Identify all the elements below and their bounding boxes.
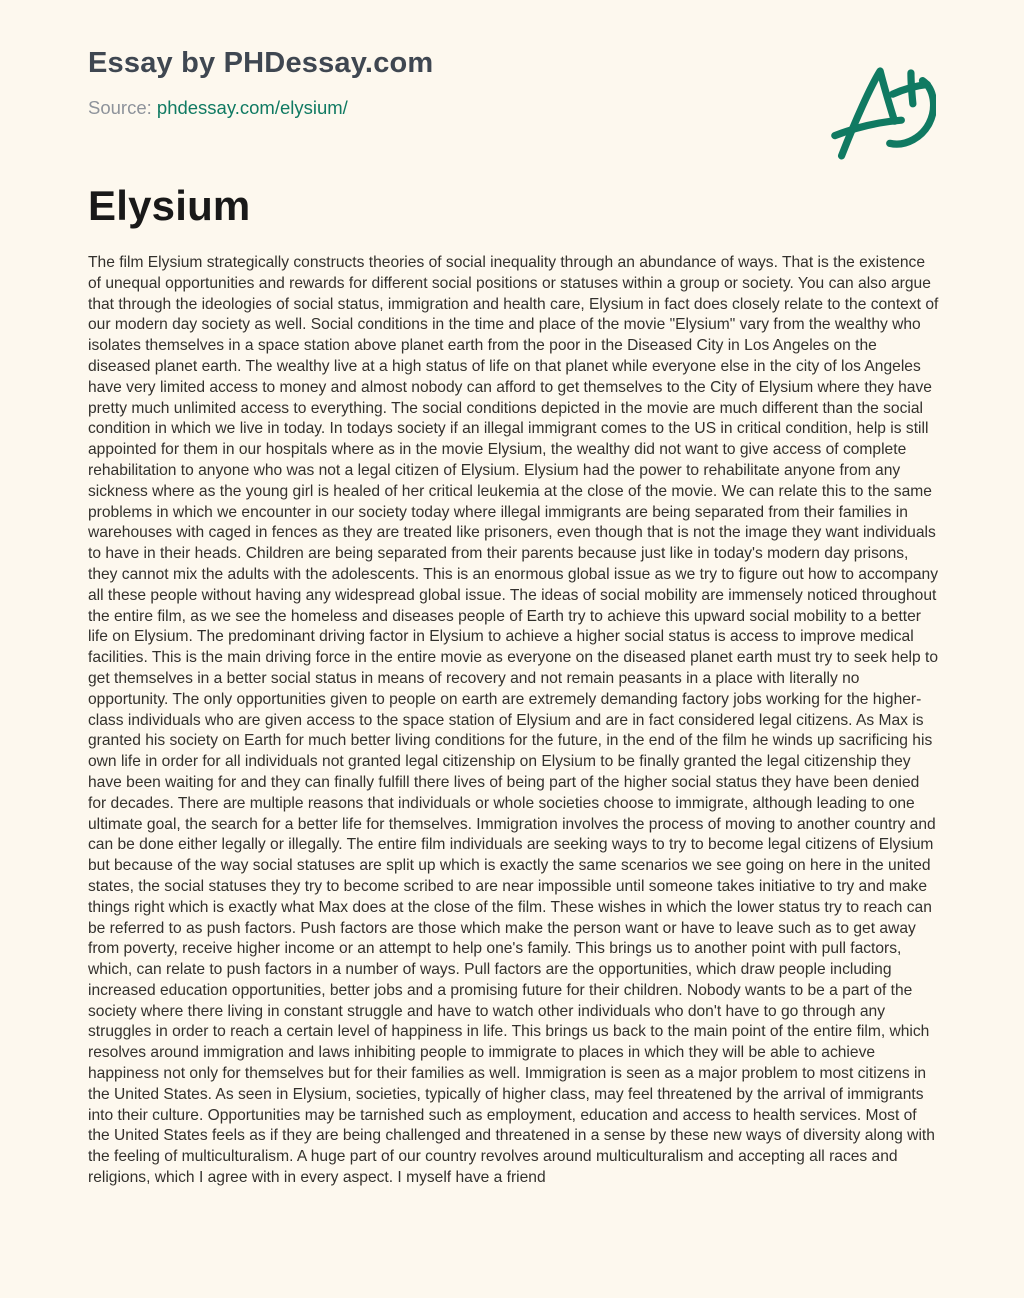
source-link[interactable]: phdessay.com/elysium/ <box>156 97 348 118</box>
essay-title: Elysium <box>88 182 251 229</box>
essay-body-text: The film Elysium strategically constructs theories of social inequality through an abundance of ways. That is the existence of unequal opportunities and rewards for different social positions or statuses within a group or society. You can also argue that through the ideologies of social status, immigration and health care, Elysium in fact does closely relate to the context of our modern day society as well. Social conditions in the time and place of the movie "Elysium" vary from the wealthy who isolates themselves in a space station above planet earth from the poor in the Diseased City in Los Angeles on the diseased planet earth. The wealthy live at a high status of life on that planet while everyone else in the city of los Angeles have very limited access to money and almost nobody can afford to get themselves to the City of Elysium where they have pretty much unlimited access to everything. The social conditions depicted in the movie are much different than the social condition in which we live in today. In todays society if an illegal immigrant comes to the US in critical condition, help is still appointed for them in our hospitals where as in the movie Elysium, the wealthy did not want to give access of complete rehabilitation to anyone who was not a legal citizen of Elysium. Elysium had the power to rehabilitate anyone from any sickness where as the young girl is healed of her critical leukemia at the close of the movie. We can relate this to the same problems in which we encounter in our society today where illegal immigrants are being separated from their families in warehouses with caged in fences as they are treated like prisoners, even though that is not the image they want individuals to have in their heads. Children are being separated from their parents because just like in today's modern day prisons, they cannot mix the adults with the adolescents. This is an enormous global issue as we try to figure out how to accompany all these people without having any widespread global issue. The ideas of social mobility are immensely noticed throughout the entire film, as we see the homeless and diseases people of Earth try to achieve this upward social mobility to a better life on Elysium. The predominant driving factor in Elysium to achieve a higher social status is access to improve medical facilities. This is the main driving force in the entire movie as everyone on the diseased planet earth must try to seek help to get themselves in a better social status in means of recovery and not remain peasants in a place with literally no opportunity. The only opportunities given to people on earth are extremely demanding factory jobs working for the higher-class individuals who are given access to the space station of Elysium and are in fact considered legal citizens. As Max is granted his society on Earth for much better living conditions for the future, in the end of the film he winds up sacrificing his own life in order for all individuals not granted legal citizenship on Elysium to be finally granted the legal citizenship they have been waiting for and they can finally fulfill there lives of being part of the higher social status they have been denied for decades. There are multiple reasons that individuals or whole societies choose to immigrate, although leading to one ultimate goal, the search for a better life for themselves. Immigration involves the process of moving to another country and can be done either legally or illegally. The entire film individuals are seeking ways to try to become legal citizens of Elysium but because of the way social statuses are split up which is exactly the same scenarios we see going on here in the united states, the social statuses they try to become scribed to are near impossible until someone takes initiative to try and make things right which is exactly what Max does at the close of the film. These wishes in which the lower status try to reach can be referred to as push factors. Push factors are those which make the person want or have to leave such as to get away from poverty, receive higher income or an attempt to help one's family. This brings us to another point with pull factors, which, can relate to push factors in a number of ways. Pull factors are the opportunities, which draw people including increased education opportunities, better jobs and a promising future for their children. Nobody wants to be a part of the society where there living in constant struggle and have to watch other individuals who don't have to go through any struggles in order to reach a certain level of happiness in life. This brings us back to the main point of the entire film, which resolves around immigration and laws inhibiting people to immigrate to places in which they will be able to achieve happiness not only for themselves but for their families as well. Immigration is seen as a major problem to most citizens in the United States. As seen in Elysium, societies, typically of higher class, may feel threatened by the arrival of immigrants into their culture. Opportunities may be tarnished such as employment, education and access to health services. Most of the United States feels as if they are being challenged and threatened in a sense by these new ways of diversity along with the feeling of multiculturalism. A huge part of our country revolves around multiculturalism and accepting all races and religions, which I agree with in every aspect. I myself have a friend <box>88 254 939 1187</box>
source-label: Source: <box>88 97 152 118</box>
document-header <box>88 46 938 119</box>
aplus-logo-icon <box>830 60 936 164</box>
header-title: Essay by PHDessay.com <box>88 47 434 79</box>
source-line <box>88 97 938 119</box>
